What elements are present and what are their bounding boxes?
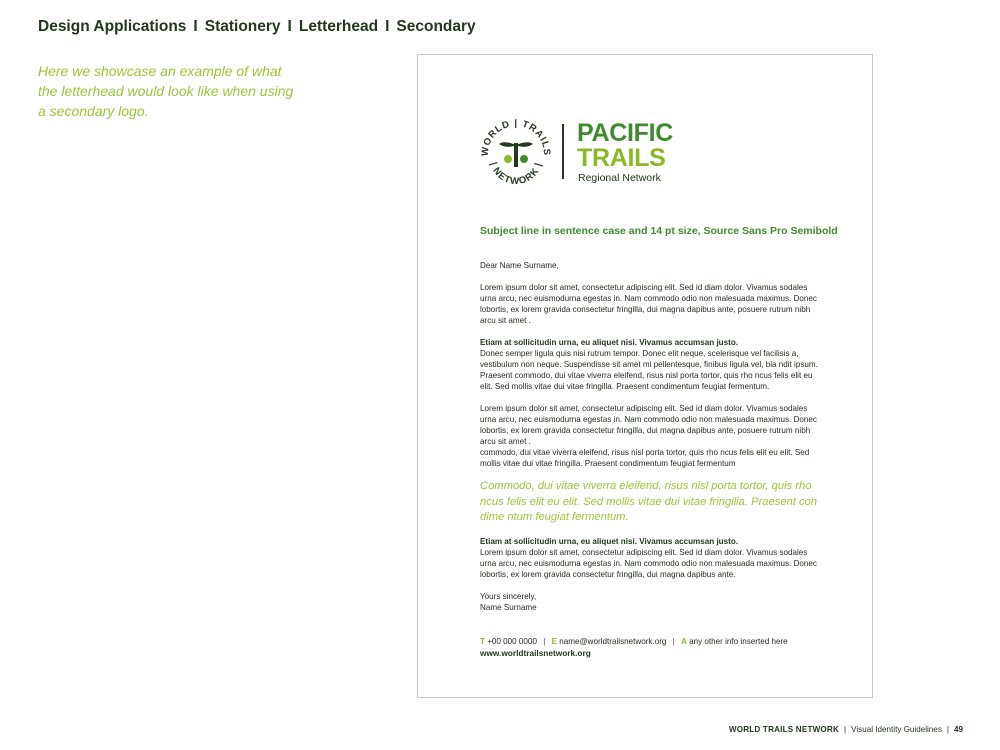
body-heading: Etiam at sollicitudin urna, eu aliquet nisi. Vivamus accumsan justo. (480, 536, 739, 546)
pull-quote: Commodo, dui vitae viverra eleifend, risus nisl porta tortor, quis rho ncus felis elit eu elit. Sed mollis vitae dui vitae fringilla. Praesent con dime ntum feugiat fermentum. (480, 480, 818, 523)
brand-name-line1: PACIFIC (577, 119, 674, 147)
signature-name: Name Surname (480, 602, 537, 612)
intro-text: Here we showcase an example of what the letterhead would look like when using a secondary logo. (38, 63, 294, 119)
closing: Yours sincerely, (480, 591, 537, 601)
letterhead-preview (417, 54, 873, 698)
page-title (38, 18, 476, 36)
breadcrumb-separator: I (385, 18, 390, 35)
world-trails-network-emblem (479, 114, 557, 190)
contact-separator: | (672, 637, 675, 646)
secondary-logo (479, 114, 679, 190)
footer-org-name: WORLD TRAILS NETWORK (728, 725, 840, 734)
breadcrumb-separator: I (287, 18, 292, 35)
email-address: name@worldtrailsnetwork.org (559, 637, 667, 646)
breadcrumb-item-letterhead: Letterhead (298, 18, 379, 35)
page-footer (729, 725, 963, 734)
svg-text:WORLD | TRAILS: WORLD | TRAILS (479, 117, 553, 157)
body-paragraph: Lorem ipsum dolor sit amet, consectetur adipiscing elit. Sed id diam dolor. Vivamus sodales urna arcu, nec euismodurna egestas in. Nam commodo odio non malesuada maximus. Donec lobortis, ex lorem gravida consectetur fringilla, dui magna dapibus ante, posuere rutrum nibh arcu sit amet . (480, 283, 817, 325)
contact-separator: | (543, 637, 546, 646)
breadcrumb-separator: I (193, 18, 198, 35)
footer-separator: | (946, 725, 949, 734)
subject-line: Subject line in sentence case and 14 pt size, Source Sans Pro Semibold (480, 225, 838, 237)
email-label: E (551, 637, 557, 646)
breadcrumb-item-design-applications: Design Applications (38, 18, 187, 35)
footer-separator: | (844, 725, 847, 734)
phone-label: T (480, 637, 485, 646)
phone-number: +00 000 0000 (487, 637, 537, 646)
body-paragraph: Lorem ipsum dolor sit amet, consectetur adipiscing elit. Sed id diam dolor. Vivamus sodales urna arcu, nec euismodurna egestas in. Nam commodo odio non malesuada maximus. Donec lobortis, ex lorem gravida consectetur fringilla, dui magna dapibus ante. (480, 547, 817, 579)
breadcrumb-item-stationery: Stationery (204, 18, 281, 35)
breadcrumb-item-secondary: Secondary (396, 18, 476, 35)
letter-body (480, 260, 822, 613)
body-paragraph: Donec semper ligula quis nisi rutrum tempor. Donec elit neque, scelerisque vel facilisis a, vestibulum non neque. Suspendisse sit amet mi pellentesque, finibus ligula vel, bla ndit ipsum. Praesent commodo, dui vitae viverra eleifend, risus nisl porta tortor, quis rho ncus felis elit eu elit. Sed mollis vitae dui vitae fringilla. Praesent condimentum feugiat fermentum. (480, 349, 818, 391)
footer-doc-title: Visual Identity Guidelines (851, 725, 942, 734)
contact-details (480, 636, 860, 647)
body-paragraph: commodo, dui vitae viverra eleifend, risus nisl porta tortor, quis rho ncus felis elit eu elit. Sed mollis vitae dui vitae fringilla. Praesent condimentum feugiat fermentum (480, 448, 810, 468)
website-url: www.worldtrailsnetwork.org (480, 648, 591, 658)
brand-subtitle: Regional Network (578, 172, 661, 184)
svg-text:| NETWORK |: | NETWORK | (487, 160, 545, 188)
body-paragraph: Lorem ipsum dolor sit amet, consectetur adipiscing elit. Sed id diam dolor. Vivamus sodales urna arcu, nec euismodurna egestas in. Nam commodo odio non malesuada maximus. Donec lobortis, ex lorem gravida consectetur fringilla, dui magna dapibus ante, posuere rutrum nibh arcu sit amet . (480, 404, 817, 446)
logo-divider (562, 124, 564, 179)
page-number: 49 (953, 725, 963, 734)
address-info: any other info inserted here (689, 637, 788, 646)
address-label: A (681, 637, 687, 646)
salutation: Dear Name Surname, (480, 261, 559, 270)
brand-name-line2: TRAILS (577, 144, 666, 172)
body-heading: Etiam at sollicitudin urna, eu aliquet nisi. Vivamus accumsan justo. (480, 338, 739, 347)
